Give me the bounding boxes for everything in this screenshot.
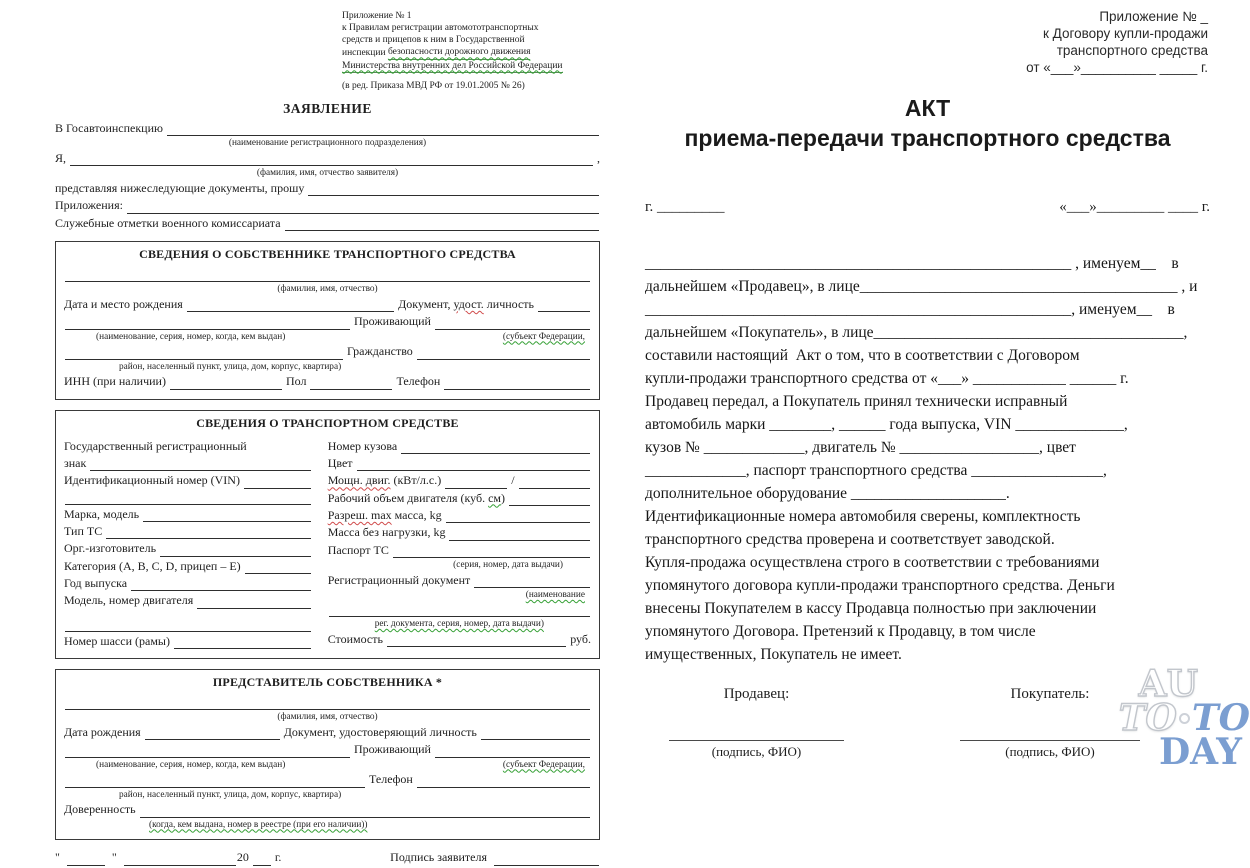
form-line <box>55 216 600 231</box>
form-line <box>328 619 591 630</box>
field-label: Я, <box>55 150 70 165</box>
form-line <box>328 491 591 506</box>
field-caption: (субъект Федерации, <box>502 759 585 770</box>
field-caption: (фамилия, имя, отчество) <box>277 712 378 723</box>
spacer <box>64 799 119 800</box>
blank-field-line <box>65 744 350 758</box>
spacer <box>285 341 503 342</box>
blank-field-line <box>308 182 599 196</box>
watermark-au: AU <box>1138 663 1198 705</box>
field-label: Дата рождения <box>64 724 144 739</box>
act-text-line: кузов № _____________, двигатель № __________________, цвет <box>645 439 1076 456</box>
act-text-line: имущественных, Покупатель не имеет. <box>645 646 902 663</box>
blank-field-line <box>65 618 311 632</box>
form-line <box>64 473 312 488</box>
act-page <box>645 8 1210 760</box>
seller-label: Продавец: <box>723 686 790 702</box>
blank-field-line <box>329 603 590 617</box>
field-label: инспекции <box>342 48 388 59</box>
vehicle-box-title: СВЕДЕНИЯ О ТРАНСПОРТНОМ СРЕДСТВЕ <box>196 415 459 430</box>
spacer <box>281 865 390 866</box>
appendix-note <box>645 8 1210 76</box>
blank-field-line <box>444 376 590 390</box>
field-label: (в ред. Приказа МВД РФ от 19.01.2005 № 26) <box>342 80 525 91</box>
spacer <box>328 600 526 601</box>
autotoday-watermark-logo <box>1118 663 1250 773</box>
field-label: Документ, <box>395 296 454 311</box>
watermark-line2 <box>1118 697 1250 739</box>
blank-field-line <box>357 457 590 471</box>
form-line <box>64 284 591 295</box>
spacer <box>64 341 96 342</box>
blank-field-line <box>106 525 310 539</box>
blank-field-line <box>445 475 507 489</box>
form-line <box>64 507 312 522</box>
field-label: удост. <box>453 296 484 311</box>
field-label: Орг.-изготовитель <box>64 541 160 556</box>
watermark-dot-icon <box>1179 713 1190 724</box>
blank-field-line <box>387 633 566 647</box>
watermark-line1 <box>1119 663 1250 705</box>
field-label: безопасности дорожного движения <box>388 46 531 59</box>
spacer <box>64 829 149 830</box>
form-line <box>328 473 591 488</box>
form-line <box>64 712 591 723</box>
blank-field-line <box>417 774 590 788</box>
field-caption: (наименование <box>525 590 585 601</box>
field-label: Приложение № 1 <box>342 11 412 21</box>
field-label: Идентификационный номер (VIN) <box>64 473 243 488</box>
application-form-page <box>55 10 600 868</box>
representative-box-title: ПРЕДСТАВИТЕЛЬ СОБСТВЕННИКА * <box>212 675 443 690</box>
blank-field-line <box>167 122 599 136</box>
form-line <box>55 151 600 166</box>
blank-field-line <box>538 298 590 312</box>
form-line <box>64 362 591 373</box>
form-line <box>64 725 591 740</box>
seller-signature-caption: (подпись, ФИО) <box>711 744 802 759</box>
field-label: Паспорт ТС <box>327 542 392 557</box>
blank-field-line <box>187 298 394 312</box>
act-text-line: _______________________________________________________, именуем__ в <box>645 301 1175 318</box>
field-label: Масса без нагрузки, kg <box>327 525 449 540</box>
field-label: Пол <box>282 374 310 389</box>
blank-field-line <box>393 544 590 558</box>
form-line <box>64 760 591 771</box>
field-label: Категория (A, B, C, D, прицеп – E) <box>64 558 244 573</box>
field-label: Регистрационный документ <box>327 572 474 587</box>
appendix-note-line: к Договору купли-продажи <box>1043 26 1208 41</box>
field-label: Телефон <box>366 772 416 787</box>
field-label: Марка, модель <box>64 506 143 521</box>
application-intro-fields <box>55 121 600 231</box>
form-line <box>342 46 600 59</box>
field-caption: (наименование регистрационного подразделения) <box>228 138 427 149</box>
field-label: Доверенность <box>64 802 139 817</box>
blank-field-line <box>127 200 599 214</box>
blank-field-line <box>253 852 271 866</box>
blank-field-line <box>65 346 343 360</box>
blank-field-line <box>90 457 310 471</box>
field-label: Дата и место рождения <box>64 296 186 311</box>
field-label: Документ, удостоверяющий личность <box>280 724 480 739</box>
form-line <box>64 634 312 649</box>
date-blank: «___»_________ ____ г. <box>1059 199 1210 215</box>
field-caption: район, населенный пункт, улица, дом, корпус, квартира) <box>119 361 342 372</box>
appendix-note-line: Приложение № _ <box>1099 9 1208 24</box>
form-line <box>64 332 591 343</box>
watermark-to-blue: TO <box>1191 697 1250 739</box>
blank-field-line <box>481 726 590 740</box>
field-label: Подпись заявителя <box>390 850 493 865</box>
field-caption: (субъект Федерации, <box>502 331 585 342</box>
act-text-line: _______________________________________________________ , именуем__ в <box>645 255 1179 272</box>
owner-box-fields <box>64 268 591 390</box>
field-label: Модель, номер двигателя <box>64 593 197 608</box>
act-text-line: транспортного средства проверена и соответствует заводской. <box>645 531 1055 548</box>
form-line <box>55 138 600 149</box>
field-label: , <box>594 150 600 165</box>
field-label: ) <box>501 490 509 505</box>
blank-field-line <box>449 527 590 541</box>
blank-field-line <box>435 744 590 758</box>
form-line <box>342 34 600 46</box>
form-line <box>342 10 600 22</box>
field-label: Год выпуска <box>64 576 131 591</box>
blank-field-line <box>519 475 590 489</box>
field-label: Гражданство <box>344 344 416 359</box>
field-label: (кВт/л.с.) <box>390 473 445 488</box>
form-line <box>328 543 591 558</box>
field-label: Номер кузова <box>327 438 401 453</box>
act-text-line: дополнительное оборудование ____________________. <box>645 485 1010 502</box>
field-caption: (наименование, серия, номер, когда, кем выдан) <box>96 759 286 770</box>
field-label: Рабочий объем двигателя (куб. <box>327 490 489 505</box>
form-line <box>64 456 312 471</box>
form-line <box>64 439 312 454</box>
form-line <box>64 524 312 539</box>
field-caption: рег. документа, серия, номер, дата выдачи) <box>374 618 544 629</box>
field-label: Мощн. двиг. <box>327 473 391 488</box>
act-text-line: упомянутого договора купли-продажи транспортного средства. Деньги <box>645 577 1115 594</box>
act-body-text <box>645 252 1210 666</box>
field-label: Телефон <box>393 374 444 389</box>
form-line <box>64 576 312 591</box>
field-label: руб. <box>567 631 591 646</box>
representative-box-fields <box>64 696 591 830</box>
spacer <box>328 570 453 571</box>
blank-field-line <box>417 346 590 360</box>
field-label: см <box>488 490 502 505</box>
form-line <box>64 541 312 556</box>
field-label: личность <box>483 296 537 311</box>
form-line <box>64 820 591 831</box>
field-caption: (серия, номер, дата выдачи) <box>453 560 563 571</box>
form-line <box>64 618 312 632</box>
act-text-line: дальнейшем «Покупатель», в лице________________________________________, <box>645 324 1188 341</box>
spacer <box>64 769 96 770</box>
field-caption: (фамилия, имя, отчество заявителя) <box>256 168 399 179</box>
form-line <box>55 168 600 179</box>
field-label: Министерства внутренних дел Российской Федерации <box>342 60 563 73</box>
city-blank: г. _________ <box>645 199 725 215</box>
field-label: Служебные отметки военного комиссариата <box>55 215 284 230</box>
appendix-note-line: транспортного средства <box>1056 43 1208 58</box>
blank-field-line <box>160 543 311 557</box>
form-line <box>328 508 591 523</box>
field-label: Государственный регистрационный <box>64 438 247 453</box>
vehicle-box-right-column <box>328 433 591 652</box>
field-caption: (когда, кем выдана, номер в реестре (при его наличии)) <box>149 819 368 830</box>
form-line <box>64 344 591 359</box>
blank-field-line <box>474 574 590 588</box>
blank-field-line <box>174 635 311 649</box>
act-text-line: внесены Покупателем в кассу Продавца полностью при заключении <box>645 600 1097 617</box>
blank-field-line <box>145 726 280 740</box>
owner-info-box <box>55 241 600 400</box>
representative-box <box>55 669 600 840</box>
vehicle-box-columns <box>64 433 591 652</box>
spacer <box>368 829 592 830</box>
form-line <box>328 603 591 617</box>
field-label: Стоимость <box>327 631 386 646</box>
blank-field-line <box>65 316 350 330</box>
form-line <box>64 297 591 312</box>
blank-field-line <box>124 852 236 866</box>
form-line <box>64 593 312 608</box>
field-label: представляя нижеследующие документы, прошу <box>55 181 308 196</box>
blank-field-line <box>65 774 365 788</box>
form-line <box>328 573 591 588</box>
field-label: масса, kg <box>391 508 445 523</box>
blank-field-line <box>446 509 590 523</box>
act-text-line: Идентификационные номера автомобиля сверены, комплектность <box>645 508 1081 525</box>
blank-field-line <box>143 508 311 522</box>
field-label: г. <box>271 850 282 865</box>
field-label: / <box>508 473 518 488</box>
blank-field-line <box>170 376 282 390</box>
form-line <box>64 374 591 389</box>
blank-field-line <box>131 577 311 591</box>
spacer <box>285 769 503 770</box>
legal-reference-note <box>342 10 600 92</box>
form-line <box>342 60 600 73</box>
vehicle-info-box <box>55 410 600 660</box>
form-line <box>328 590 591 601</box>
act-text-line: составили настоящий Акт о том, что в соответствии с Договором <box>645 347 1080 364</box>
city-date-line <box>645 199 1210 216</box>
form-line <box>328 456 591 471</box>
form-line <box>64 314 591 329</box>
field-label: средств и прицепов к ним в Государственной <box>342 35 525 46</box>
form-line <box>64 491 312 505</box>
form-line <box>64 696 591 710</box>
spacer <box>585 341 591 342</box>
blank-field-line <box>140 804 590 818</box>
act-text-line: Продавец передал, а Покупатель принял технически исправный <box>645 393 1068 410</box>
form-line <box>328 525 591 540</box>
blank-field-line <box>494 852 599 866</box>
form-line <box>55 850 600 865</box>
form-line <box>55 181 600 196</box>
field-label: Проживающий <box>351 314 434 329</box>
blank-field-line <box>435 316 590 330</box>
form-line <box>328 560 591 571</box>
form-line <box>64 742 591 757</box>
field-label: Разреш. max <box>327 508 392 523</box>
form-line <box>64 802 591 817</box>
form-line <box>64 772 591 787</box>
field-label: В Госавтоинспекцию <box>55 120 166 135</box>
seller-signature-line <box>669 739 844 741</box>
act-text-line: купли-продажи транспортного средства от «___» ____________ ______ г. <box>645 370 1129 387</box>
spacer <box>341 371 591 372</box>
field-label: Приложения: <box>55 198 126 213</box>
field-label: " <box>55 850 66 865</box>
form-line <box>55 198 600 213</box>
spacer <box>563 570 591 571</box>
date-signature-line <box>55 850 600 865</box>
act-title-line2: приема-передачи транспортного средства <box>684 125 1171 151</box>
form-line <box>328 439 591 454</box>
field-label: Номер шасси (рамы) <box>64 633 173 648</box>
form-line <box>55 121 600 136</box>
blank-field-line <box>65 696 590 710</box>
field-label: знак <box>64 455 90 470</box>
field-label: Тип ТС <box>64 524 106 539</box>
blank-field-line <box>70 152 593 166</box>
act-text-line: _____________, паспорт транспортного средства _________________, <box>645 462 1107 479</box>
form-line <box>64 268 591 282</box>
watermark-to-white: TO <box>1118 697 1177 739</box>
field-caption: район, населенный пункт, улица, дом, корпус, квартира) <box>119 789 342 800</box>
spacer <box>341 799 591 800</box>
watermark-line3 <box>1119 731 1250 773</box>
seller-signature-block <box>659 686 854 760</box>
blank-field-line <box>67 852 105 866</box>
field-label: ИНН (при наличии) <box>64 374 169 389</box>
act-text-line: Купля-продажа осуществлена строго в соответствии с требованиями <box>645 554 1100 571</box>
act-title-line1: АКТ <box>904 95 951 121</box>
act-text-line: автомобиль марки ________, ______ года выпуска, VIN ______________, <box>645 416 1128 433</box>
field-label: 20 <box>236 850 252 865</box>
blank-field-line <box>244 475 311 489</box>
application-title: ЗАЯВЛЕНИЕ <box>283 100 372 116</box>
act-text-line: дальнейшем «Продавец», в лице_________________________________________ , и <box>645 278 1198 295</box>
blank-field-line <box>197 595 310 609</box>
form-line <box>342 22 600 34</box>
blank-field-line <box>310 376 392 390</box>
field-label: " <box>105 850 123 865</box>
blank-field-line <box>65 268 590 282</box>
form-line <box>64 559 312 574</box>
act-title <box>645 93 1210 153</box>
form-line <box>342 80 600 92</box>
buyer-label: Покупатель: <box>1010 686 1090 702</box>
spacer <box>585 600 591 601</box>
buyer-signature-line <box>960 739 1140 741</box>
field-caption: (фамилия, имя, отчество) <box>277 284 378 295</box>
field-label: Проживающий <box>351 742 434 757</box>
spacer <box>64 371 119 372</box>
blank-field-line <box>401 440 590 454</box>
spacer <box>585 769 591 770</box>
blank-field-line <box>509 492 590 506</box>
form-line <box>328 632 591 647</box>
owner-box-title: СВЕДЕНИЯ О СОБСТВЕННИКЕ ТРАНСПОРТНОГО СРЕДСТВА <box>139 247 516 262</box>
field-label: Цвет <box>327 455 356 470</box>
field-caption: (наименование, серия, номер, когда, кем выдан) <box>96 331 286 342</box>
act-text-line: упомянутого Договора. Претензий к Продавцу, в том числе <box>645 623 1036 640</box>
blank-field-line <box>245 560 311 574</box>
blank-field-line <box>65 491 311 505</box>
watermark-day: DAY <box>1158 731 1242 773</box>
vehicle-box-left-column <box>64 433 312 652</box>
blank-field-line <box>285 217 599 231</box>
buyer-signature-caption: (подпись, ФИО) <box>1005 744 1095 759</box>
appendix-note-line: от «___»__________ _____ г. <box>1026 60 1208 75</box>
field-label: к Правилам регистрации автомототранспортных <box>342 23 539 34</box>
form-line <box>64 790 591 801</box>
